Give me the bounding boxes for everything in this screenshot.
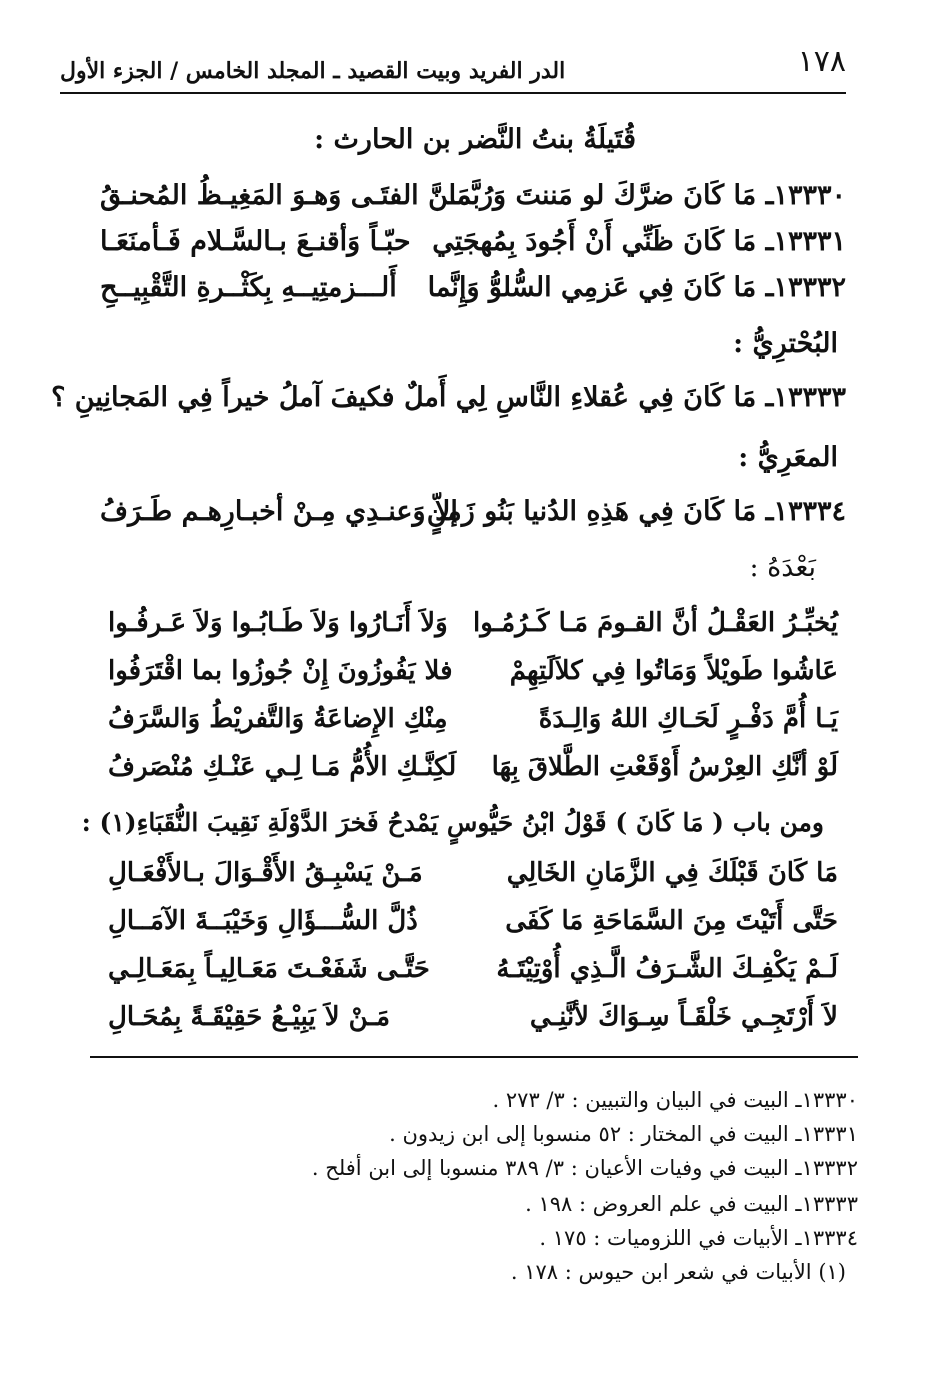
verse-first-hemistich: يَـا أُمَّ دَفْـرٍ لَحَـاكِ اللهُ وَالِـدَةً xyxy=(538,704,838,734)
verse-second-hemistich: وَلاَ أَنَـارُوا وَلاَ طَـابُـوا وَلاَ عَـرفُـوا xyxy=(108,608,448,638)
verse-first-hemistich: حَتَّى أَتَيْتَ مِنَ السَّمَاحَةِ مَا كَفَى xyxy=(505,906,838,936)
verse-line xyxy=(108,1002,838,1046)
verse-first-hemistich: عَاشُوا طَويْلاً وَمَاتُوا فِي كلاَلَتِهِمْ xyxy=(509,656,838,686)
speaker-label: قُتَيلَةُ بنتُ النَّضر بن الحارث : xyxy=(314,124,636,155)
verse-first-hemistich: لاَ أَرْتَجِـي خَلْقَـاً سِـوَاكَ لأنَّنِـي xyxy=(529,1002,838,1032)
verse-line-single: ١٣٣٣٣ـ مَا كَانَ فِي عُقلاءِ النَّاسِ لِي أَملٌ فكيفَ آملُ خيراً فِي المَجانِينِ ؟ xyxy=(51,382,846,413)
verse-second-hemistich: ذُلَّ السُّـــؤَالِ وَخَيْبَــةَ الآمَــالِ xyxy=(108,906,418,936)
page-number: ١٧٨ xyxy=(797,44,846,79)
verse-line xyxy=(108,906,838,950)
footnote: ١٣٣٣٤ـ الأبيات في اللزوميات : ١٧٥ . xyxy=(539,1226,858,1250)
verse-line xyxy=(108,858,838,902)
footnote-divider xyxy=(90,1056,858,1058)
verse-second-hemistich: أَلـــزمتِيــهِ بِكَثْــرةِ التَّقْبِيــحِ xyxy=(100,272,397,303)
verse-line xyxy=(100,180,846,224)
verse-line xyxy=(108,704,838,748)
speaker-label: البُحْترِيُّ : xyxy=(733,328,838,359)
verse-first-hemistich: مَا كَانَ قَبْلَكَ فِي الزَّمَانِ الخَالِي xyxy=(506,858,838,888)
verse-line xyxy=(108,752,838,796)
verse-first-hemistich: ١٣٣٣١ـ مَا كَانَ ظَنِّي أَنْ أَجُودَ بِمُهجَتِي xyxy=(432,226,846,257)
verse-second-hemistich: مَـنْ لاَ يَبِيْـعُ حَقِيْقَـةً بِمُحَـالِ xyxy=(108,1002,391,1032)
footnote: ١٣٣٣١ـ البيت في المختار : ٥٢ منسوبا إلى ابن زيدون . xyxy=(389,1122,858,1146)
footnote: ١٣٣٣٣ـ البيت في علم العروض : ١٩٨ . xyxy=(525,1192,858,1216)
verse-first-hemistich: لَوْ أنَّكِ العِرْسُ أَوْقَعْتِ الطَّلاقَ بِهَا xyxy=(491,752,838,782)
verse-line xyxy=(108,608,838,652)
page-header xyxy=(60,40,846,90)
verse-second-hemistich: حبّـاً وَأقنـعَ بـالسَّـلام فَـأمنَعَـا xyxy=(100,226,411,257)
verse-first-hemistich: يُخبِّـرُ العَقْـلُ أنَّ القـومَ مَـا كَـرُمُـوا xyxy=(472,608,838,638)
verse-first-hemistich: ١٣٣٣٤ـ مَا كَانَ فِي هَذِهِ الدُنيا بَنُو زَمنٍ xyxy=(426,496,846,527)
running-title: الدر الفريد وبيت القصيد ـ المجلد الخامس / الجزء الأول xyxy=(60,58,566,84)
verse-second-hemistich: مِنْكِ الإِضاعَةُ وَالتَّفريْطُ وَالسَّرَفُ xyxy=(108,704,448,734)
verse-first-hemistich: لَـمْ يَكْفِـكَ الشَّـرَفُ الَّـذِي أُوْتِيْتَـهُ xyxy=(496,954,838,984)
verse-line xyxy=(108,656,838,700)
section-intro: ومن باب ( مَا كَانَ ) قَوْلُ ابْنُ حَيُّوسٍ يَمْدحُ فَخرَ الدَّوْلَةِ نَقِيبَ النُّقَبَاءِ(١) : xyxy=(81,808,824,837)
after-label: بَعْدَهُ : xyxy=(749,552,816,583)
verse-second-hemistich: مَـنَّ الفتَـى وَهـوَ المَغِيـظُ المُحنـقُ xyxy=(100,180,471,211)
footnote: ١٣٣٣٢ـ البيت في وفيات الأعيان : ٣/ ٣٨٩ منسوبا إلى ابن أفلح . xyxy=(311,1156,858,1180)
verse-line xyxy=(100,226,846,270)
verse-second-hemistich: إلاّ وَعنـدِي مِـنْ أخبـارِهـم طَـرَفُ xyxy=(100,496,458,527)
verse-second-hemistich: مَـنْ يَسْبِـقُ الأَقْـوَالَ بـالأَفْعَـالِ xyxy=(108,858,423,888)
verse-line xyxy=(100,496,846,540)
footnote: ١٣٣٣٠ـ البيت في البيان والتبيين : ٣/ ٢٧٣ . xyxy=(492,1088,858,1112)
header-divider xyxy=(60,92,846,94)
speaker-label: المعَرِيُّ : xyxy=(738,442,838,473)
verse-second-hemistich: فلا يَفُوزُونَ إِنْ جُوزُوا بما اقْتَرَفُوا xyxy=(108,656,453,686)
footnote: (١) الأبيات في شعر ابن حيوس : ١٧٨ . xyxy=(510,1260,846,1284)
verse-second-hemistich: لَكِنَّـكِ الأُمُّ مَـا لِـي عَنْـكِ مُنْصَرفُ xyxy=(108,752,457,782)
verse-line xyxy=(100,272,846,316)
verse-first-hemistich: ١٣٣٣٠ـ مَا كَانَ ضرَّكَ لو مَننتَ وَرُبَّما xyxy=(448,180,846,211)
verse-first-hemistich: ١٣٣٣٢ـ مَا كَانَ فِي عَزمِي السُّلوُّ وَإِنَّما xyxy=(427,272,846,303)
verse-line xyxy=(108,954,838,998)
verse-second-hemistich: حَتَّـى شَفَعْـتَ مَعَـالِيـاً بِمَعَـالِـي xyxy=(108,954,430,984)
